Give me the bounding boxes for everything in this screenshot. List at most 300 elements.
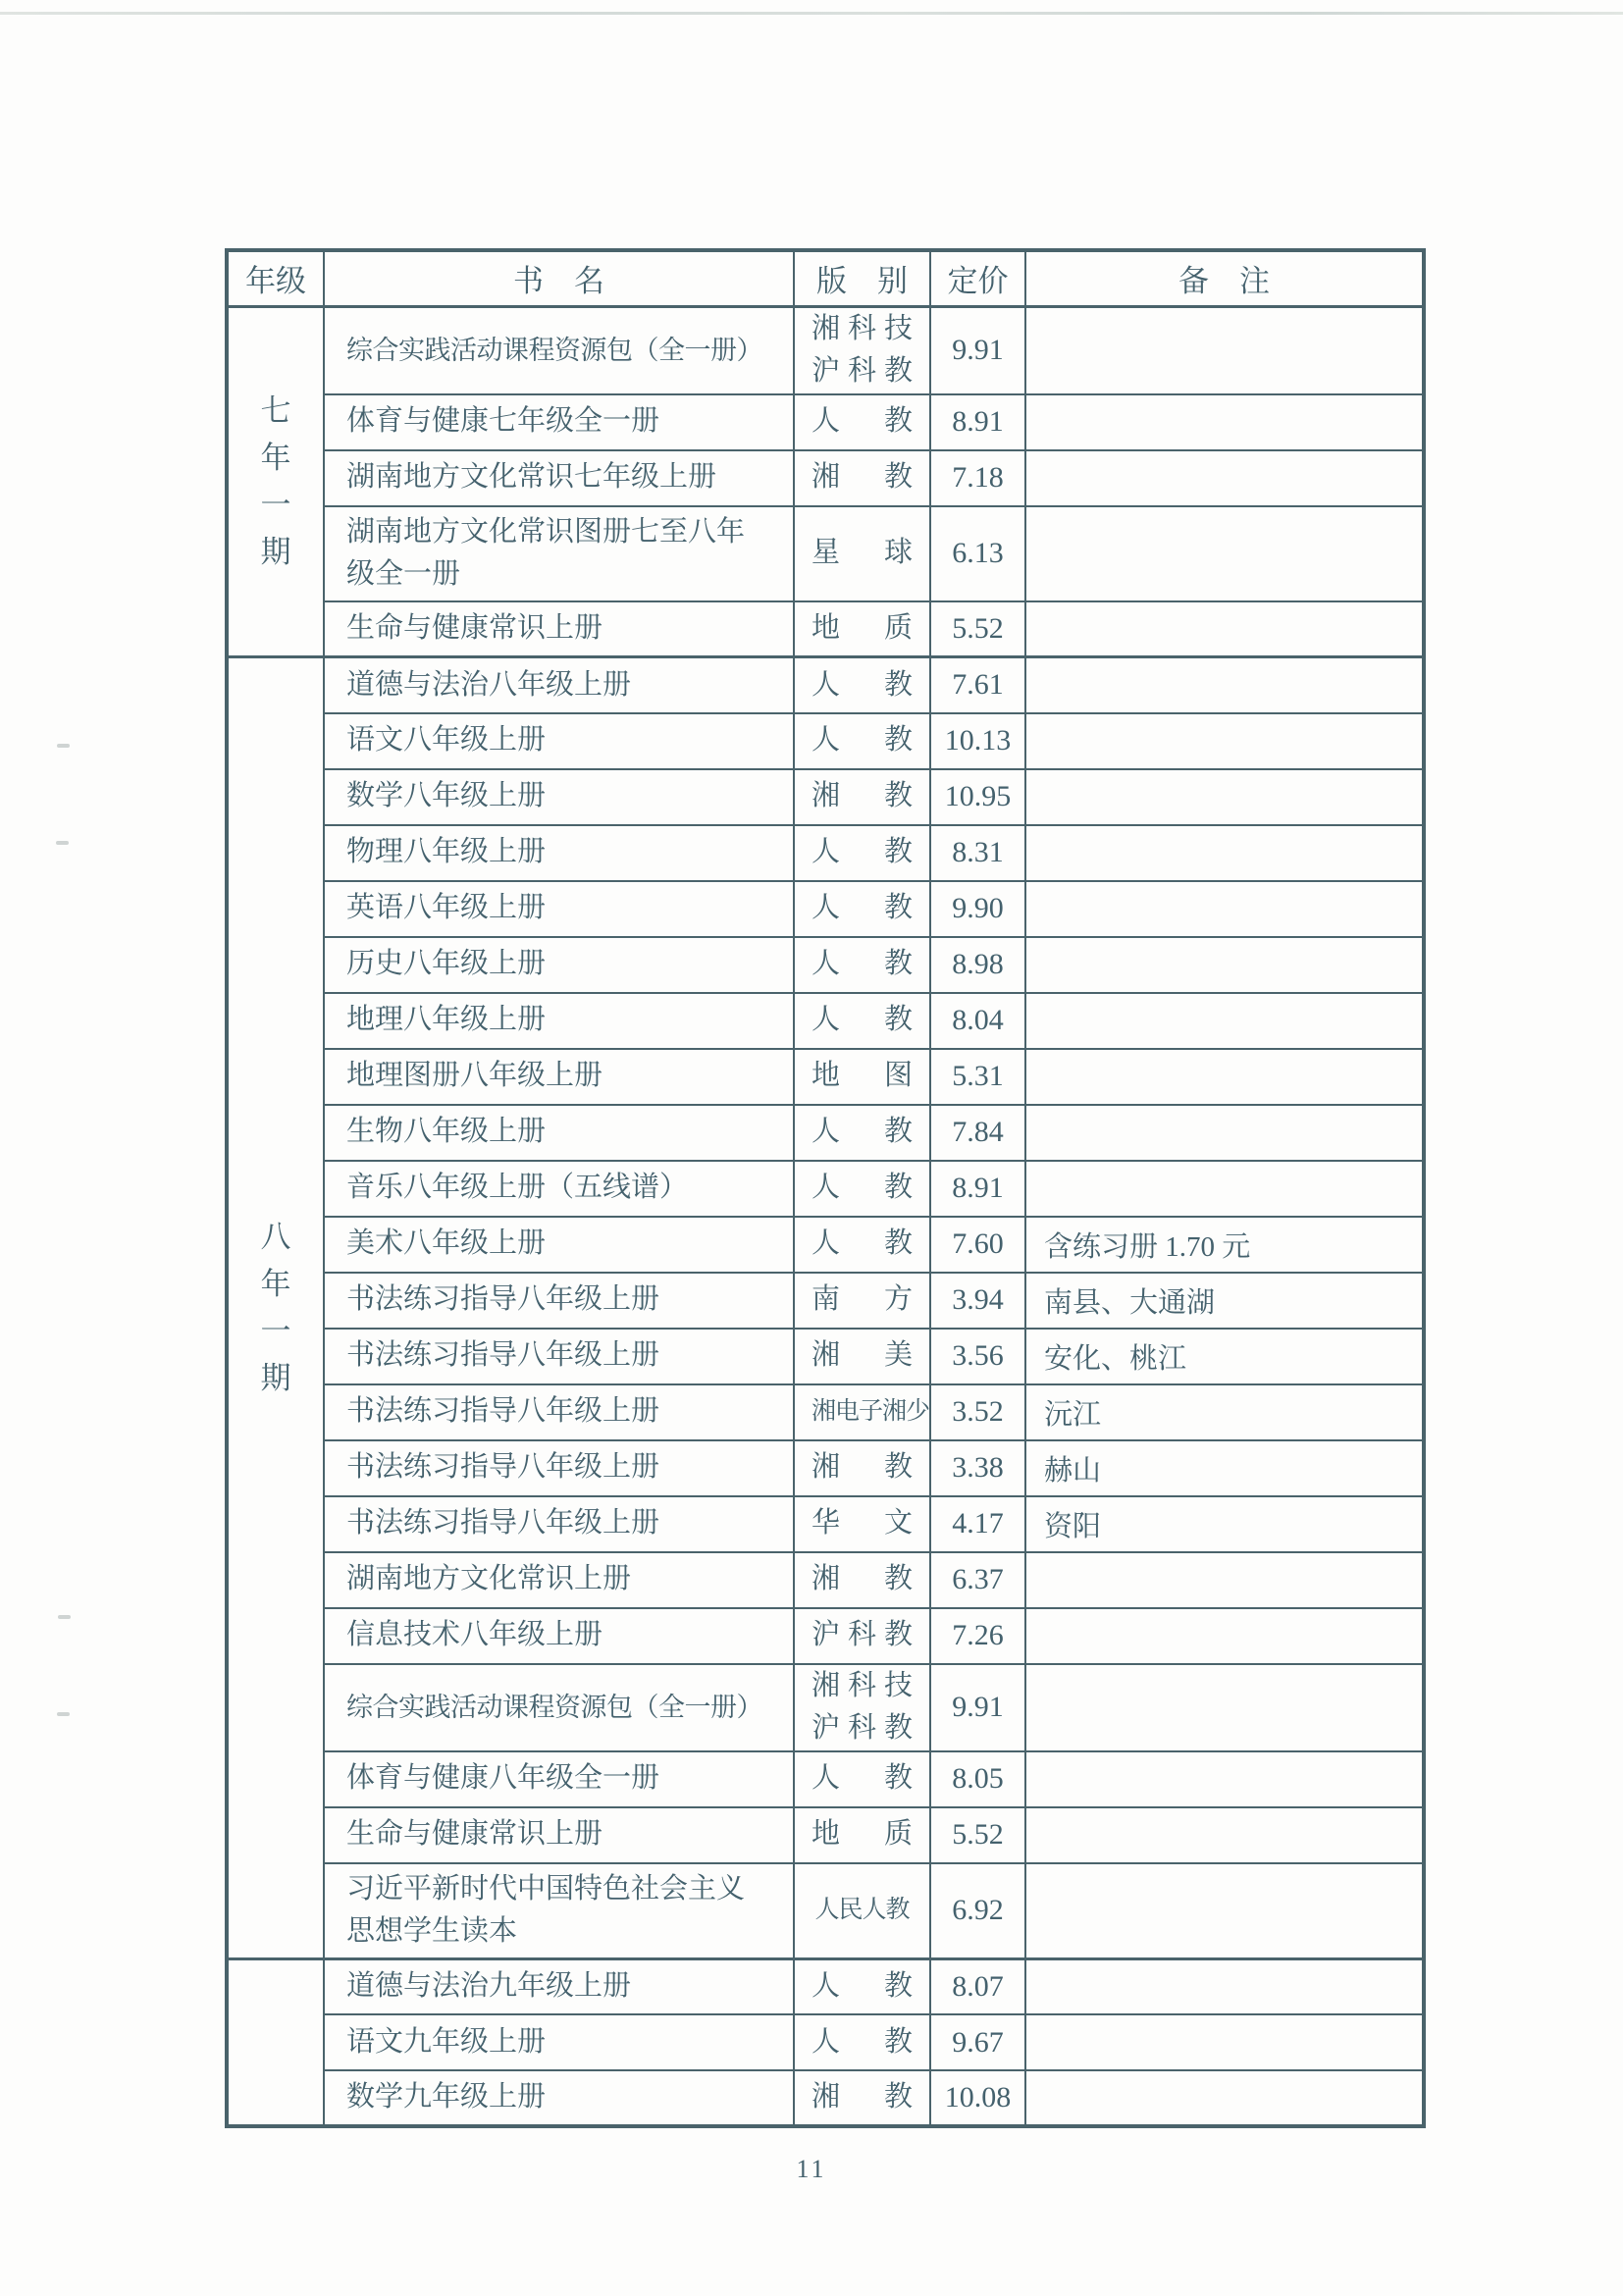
- publisher-char: 湘: [812, 1669, 841, 1701]
- note-cell: 含练习册 1.70 元: [1025, 1217, 1424, 1273]
- publisher-cell: [794, 881, 930, 937]
- book-title: 美术八年级上册: [346, 1227, 547, 1260]
- note-cell: [1025, 1552, 1424, 1608]
- publisher-char: 教: [883, 1116, 913, 1148]
- book-title: 湖南地方文化常识图册七至八年级全一册: [346, 515, 746, 590]
- publisher-char: 人: [812, 1172, 841, 1204]
- book-title: 数学九年级上册: [346, 2081, 547, 2113]
- publisher-name: [812, 2076, 913, 2119]
- publisher-name: [812, 999, 913, 1042]
- price-cell: 7.60: [930, 1217, 1025, 1273]
- note-cell: [1025, 394, 1424, 450]
- note-cell: [1025, 1958, 1424, 2014]
- book-cell: [324, 306, 794, 394]
- book-cell: [324, 394, 794, 450]
- book-title: 历史八年级上册: [346, 948, 547, 980]
- note-cell: [1025, 450, 1424, 506]
- publisher-char: 科: [847, 312, 876, 344]
- table-row: [227, 1751, 1424, 1807]
- publisher-char: 沪: [812, 1619, 841, 1651]
- table-row: [227, 825, 1424, 881]
- publisher-cell: [794, 1807, 930, 1863]
- book-title: 语文八年级上册: [346, 724, 547, 757]
- publisher-cell: [794, 306, 930, 394]
- publisher-name: [812, 719, 913, 762]
- table-row: [227, 2014, 1424, 2070]
- publisher-name: [812, 1965, 913, 2009]
- note-cell: [1025, 1049, 1424, 1105]
- price-cell: 10.13: [930, 713, 1025, 769]
- price-cell: 9.91: [930, 1664, 1025, 1751]
- publisher-char: 文: [883, 1507, 913, 1539]
- note-cell: [1025, 1105, 1424, 1161]
- publisher-cell: [794, 1105, 930, 1161]
- book-cell: [324, 1161, 794, 1217]
- publisher-cell: [794, 1440, 930, 1496]
- publisher-cell: [794, 1049, 930, 1105]
- price-cell: 10.08: [930, 2070, 1025, 2126]
- book-cell: [324, 713, 794, 769]
- publisher-char: 教: [883, 668, 913, 701]
- publisher-name: [812, 1502, 913, 1545]
- price-cell: 10.95: [930, 769, 1025, 825]
- book-title: 书法练习指导八年级上册: [346, 1283, 660, 1316]
- publisher-char: 教: [883, 724, 913, 757]
- publisher-char: 星: [812, 537, 841, 569]
- publisher-cell: [794, 1273, 930, 1329]
- publisher-char: 沪: [812, 355, 841, 387]
- table-row: [227, 1863, 1424, 1959]
- publisher-name: [812, 1665, 913, 1708]
- note-cell: [1025, 2070, 1424, 2126]
- book-cell: [324, 1664, 794, 1751]
- note-cell: [1025, 601, 1424, 657]
- book-cell: [324, 1105, 794, 1161]
- book-cell: [324, 1496, 794, 1552]
- header-grade: 年级: [227, 250, 324, 306]
- grade-cell: [227, 306, 324, 657]
- publisher-name: [812, 400, 913, 444]
- publisher-char: 科: [847, 1669, 876, 1701]
- book-title: 书法练习指导八年级上册: [346, 1451, 660, 1484]
- price-cell: 7.61: [930, 657, 1025, 713]
- price-cell: 8.31: [930, 825, 1025, 881]
- price-cell: 3.52: [930, 1384, 1025, 1440]
- table-row: [227, 506, 1424, 601]
- note-cell: [1025, 937, 1424, 993]
- publisher-char: 人: [812, 2025, 841, 2058]
- price-cell: 9.91: [930, 306, 1025, 394]
- table-row: [227, 601, 1424, 657]
- note-cell: 安化、桃江: [1025, 1329, 1424, 1384]
- book-cell: [324, 993, 794, 1049]
- table-row: [227, 2070, 1424, 2126]
- publisher-name: [812, 1278, 913, 1322]
- publisher-cell: [794, 1608, 930, 1664]
- table-row: [227, 1049, 1424, 1105]
- book-cell: [324, 450, 794, 506]
- price-cell: 4.17: [930, 1496, 1025, 1552]
- publisher-char: 球: [883, 537, 913, 569]
- publisher-char: 技: [883, 312, 913, 344]
- price-cell: 7.84: [930, 1105, 1025, 1161]
- publisher-cell: [794, 825, 930, 881]
- publisher-char: 教: [883, 355, 913, 387]
- publisher-name: [812, 607, 913, 651]
- publisher-name: [812, 456, 913, 499]
- note-cell: [1025, 306, 1424, 394]
- grade-label: [229, 1221, 323, 1395]
- book-cell: [324, 769, 794, 825]
- publisher-char: 教: [883, 1762, 913, 1795]
- publisher-char: 人: [812, 1970, 841, 2002]
- scan-artifact-line: [0, 12, 1623, 15]
- publisher-char: 人: [812, 836, 841, 868]
- publisher-char: 湘: [812, 1563, 841, 1595]
- publisher-char: 地: [812, 612, 841, 644]
- table-row: [227, 1440, 1424, 1496]
- grade-label-char: 七: [260, 392, 291, 428]
- table-row: [227, 1664, 1424, 1751]
- header-publisher: 版 别: [794, 250, 930, 306]
- table-row: [227, 937, 1424, 993]
- publisher-cell: [794, 601, 930, 657]
- book-title: 地理图册八年级上册: [346, 1060, 603, 1092]
- table-row: [227, 1329, 1424, 1384]
- table-row: [227, 1608, 1424, 1664]
- publisher-name: [812, 943, 913, 986]
- table-row: [227, 769, 1424, 825]
- publisher-char: 技: [883, 1669, 913, 1701]
- publisher-char: 方: [883, 1283, 913, 1316]
- grade-label-char: 一: [260, 487, 291, 522]
- book-cell: [324, 1863, 794, 1959]
- note-cell: 南县、大通湖: [1025, 1273, 1424, 1329]
- publisher-char: 教: [883, 1619, 913, 1651]
- publisher-char: 教: [883, 1970, 913, 2002]
- publisher-char: 教: [883, 2025, 913, 2058]
- publisher-name: [812, 1707, 913, 1750]
- publisher-name: 人民人教: [814, 1897, 910, 1924]
- publisher-cell: [794, 506, 930, 601]
- grade-cell: [227, 1958, 324, 2126]
- publisher-name: [812, 775, 913, 818]
- publisher-cell: [794, 657, 930, 713]
- price-cell: 8.91: [930, 394, 1025, 450]
- book-cell: [324, 1329, 794, 1384]
- publisher-char: 科: [847, 1619, 876, 1651]
- table-row: [227, 993, 1424, 1049]
- book-title: 湖南地方文化常识七年级上册: [346, 461, 717, 494]
- book-title: 体育与健康八年级全一册: [346, 1762, 660, 1795]
- book-title: 地理八年级上册: [346, 1004, 547, 1036]
- book-cell: [324, 657, 794, 713]
- publisher-char: 教: [883, 780, 913, 812]
- publisher-name: [812, 1757, 913, 1800]
- note-cell: 赫山: [1025, 1440, 1424, 1496]
- note-cell: [1025, 769, 1424, 825]
- book-title: 习近平新时代中国特色社会主义思想学生读本: [346, 1872, 746, 1947]
- header-book-name: 书 名: [324, 250, 794, 306]
- note-cell: [1025, 881, 1424, 937]
- publisher-char: 教: [883, 836, 913, 868]
- publisher-name: [812, 1446, 913, 1489]
- price-cell: 6.37: [930, 1552, 1025, 1608]
- scan-artifact-dash: [58, 1615, 71, 1619]
- grade-label-char: 期: [260, 534, 291, 569]
- publisher-char: 人: [812, 1116, 841, 1148]
- scan-artifact-dash: [57, 744, 70, 748]
- book-cell: [324, 1440, 794, 1496]
- book-title: 书法练习指导八年级上册: [346, 1507, 660, 1539]
- book-cell: [324, 2070, 794, 2126]
- publisher-char: 人: [812, 1762, 841, 1795]
- note-cell: [1025, 1161, 1424, 1217]
- scan-artifact-dash: [56, 841, 69, 845]
- book-cell: [324, 1273, 794, 1329]
- publisher-char: 教: [883, 1172, 913, 1204]
- publisher-cell: [794, 769, 930, 825]
- publisher-char: 教: [883, 1004, 913, 1036]
- book-title: 道德与法治八年级上册: [346, 668, 632, 701]
- grade-label: [229, 394, 323, 569]
- publisher-cell: [794, 2070, 930, 2126]
- publisher-name: [812, 2021, 913, 2064]
- price-cell: 8.04: [930, 993, 1025, 1049]
- publisher-char: 质: [883, 1818, 913, 1851]
- book-title: 湖南地方文化常识上册: [346, 1563, 632, 1595]
- price-cell: 6.92: [930, 1863, 1025, 1959]
- publisher-cell: [794, 1664, 930, 1751]
- grade-label-char: 年: [260, 1266, 291, 1301]
- price-cell: 6.13: [930, 506, 1025, 601]
- price-cell: 5.52: [930, 1807, 1025, 1863]
- publisher-char: 湘: [812, 461, 841, 494]
- publisher-cell: [794, 450, 930, 506]
- price-cell: 3.94: [930, 1273, 1025, 1329]
- publisher-cell: [794, 394, 930, 450]
- book-cell: [324, 1807, 794, 1863]
- publisher-char: 教: [883, 892, 913, 924]
- publisher-char: 人: [812, 724, 841, 757]
- publisher-name: [812, 1558, 913, 1601]
- table-row: [227, 306, 1424, 394]
- price-cell: 8.98: [930, 937, 1025, 993]
- publisher-char: 教: [883, 948, 913, 980]
- publisher-char: 人: [812, 405, 841, 438]
- price-cell: 8.07: [930, 1958, 1025, 2014]
- grade-label-char: 一: [260, 1313, 291, 1348]
- publisher-cell: [794, 1552, 930, 1608]
- note-cell: [1025, 657, 1424, 713]
- book-title: 书法练习指导八年级上册: [346, 1395, 660, 1428]
- price-cell: 5.31: [930, 1049, 1025, 1105]
- publisher-cell: [794, 993, 930, 1049]
- publisher-name: [812, 1055, 913, 1098]
- note-cell: [1025, 1807, 1424, 1863]
- publisher-cell: [794, 1863, 930, 1959]
- grade-cell: [227, 657, 324, 1959]
- note-cell: [1025, 1664, 1424, 1751]
- book-title: 综合实践活动课程资源包（全一册）: [346, 1692, 762, 1722]
- publisher-char: 人: [812, 948, 841, 980]
- publisher-name: [812, 1813, 913, 1856]
- publisher-char: 图: [883, 1060, 913, 1092]
- publisher-char: 教: [883, 1227, 913, 1260]
- publisher-name: [812, 1223, 913, 1266]
- publisher-char: 教: [883, 1712, 913, 1744]
- table-row: [227, 657, 1424, 713]
- publisher-cell: [794, 1958, 930, 2014]
- book-title: 数学八年级上册: [346, 780, 547, 812]
- book-cell: [324, 2014, 794, 2070]
- publisher-char: 教: [883, 1563, 913, 1595]
- publisher-char: 美: [883, 1339, 913, 1372]
- textbook-price-table: [225, 248, 1426, 2128]
- publisher-cell: [794, 713, 930, 769]
- table-row: [227, 450, 1424, 506]
- table-row: [227, 1217, 1424, 1273]
- publisher-char: 人: [812, 1004, 841, 1036]
- publisher-cell: [794, 1329, 930, 1384]
- table-row: [227, 394, 1424, 450]
- book-cell: [324, 1552, 794, 1608]
- note-cell: [1025, 993, 1424, 1049]
- grade-label-char: 期: [260, 1360, 291, 1395]
- publisher-char: 人: [812, 1227, 841, 1260]
- table-row: [227, 1161, 1424, 1217]
- table-row: [227, 1105, 1424, 1161]
- table-row: [227, 1552, 1424, 1608]
- header-note: 备 注: [1025, 250, 1424, 306]
- note-cell: 资阳: [1025, 1496, 1424, 1552]
- price-cell: 3.38: [930, 1440, 1025, 1496]
- publisher-char: 地: [812, 1818, 841, 1851]
- publisher-name: [812, 1614, 913, 1657]
- publisher-cell: [794, 2014, 930, 2070]
- publisher-char: 教: [883, 405, 913, 438]
- book-cell: [324, 1751, 794, 1807]
- publisher-name: 湘电子湘少: [812, 1398, 930, 1426]
- price-cell: 7.18: [930, 450, 1025, 506]
- book-cell: [324, 506, 794, 601]
- book-title: 音乐八年级上册（五线谱）: [346, 1172, 689, 1204]
- publisher-char: 地: [812, 1060, 841, 1092]
- table-row: [227, 1384, 1424, 1440]
- table-row: [227, 1807, 1424, 1863]
- publisher-cell: [794, 1161, 930, 1217]
- page-number: 11: [796, 2155, 827, 2183]
- price-cell: 3.56: [930, 1329, 1025, 1384]
- book-cell: [324, 937, 794, 993]
- publisher-name: [812, 664, 913, 707]
- publisher-char: 人: [812, 892, 841, 924]
- publisher-cell: [794, 1384, 930, 1440]
- price-cell: 8.05: [930, 1751, 1025, 1807]
- publisher-char: 人: [812, 668, 841, 701]
- book-title: 体育与健康七年级全一册: [346, 405, 660, 438]
- note-cell: [1025, 506, 1424, 601]
- book-title: 道德与法治九年级上册: [346, 1970, 632, 2002]
- header-price: 定价: [930, 250, 1025, 306]
- note-cell: 沅江: [1025, 1384, 1424, 1440]
- book-cell: [324, 1049, 794, 1105]
- publisher-name: [812, 350, 913, 393]
- book-title: 生命与健康常识上册: [346, 1818, 603, 1851]
- book-cell: [324, 601, 794, 657]
- publisher-name: [812, 1334, 913, 1378]
- publisher-char: 质: [883, 612, 913, 644]
- grade-label-char: 年: [260, 440, 291, 475]
- price-cell: 9.67: [930, 2014, 1025, 2070]
- publisher-name: [812, 887, 913, 930]
- note-cell: [1025, 825, 1424, 881]
- publisher-char: 南: [812, 1283, 841, 1316]
- publisher-char: 湘: [812, 780, 841, 812]
- book-cell: [324, 1958, 794, 2014]
- book-cell: [324, 1608, 794, 1664]
- publisher-char: 湘: [812, 312, 841, 344]
- note-cell: [1025, 1863, 1424, 1959]
- price-cell: 9.90: [930, 881, 1025, 937]
- price-cell: 5.52: [930, 601, 1025, 657]
- publisher-char: 湘: [812, 2081, 841, 2113]
- publisher-char: 沪: [812, 1712, 841, 1744]
- publisher-cell: [794, 1751, 930, 1807]
- scan-artifact-dash: [57, 1712, 70, 1716]
- publisher-name: [812, 1167, 913, 1210]
- book-title: 英语八年级上册: [346, 892, 547, 924]
- publisher-char: 教: [883, 1451, 913, 1484]
- publisher-cell: [794, 937, 930, 993]
- book-cell: [324, 1217, 794, 1273]
- book-title: 物理八年级上册: [346, 836, 547, 868]
- publisher-char: 教: [883, 2081, 913, 2113]
- book-title: 综合实践活动课程资源包（全一册）: [346, 335, 762, 365]
- publisher-name: [812, 1111, 913, 1154]
- book-cell: [324, 1384, 794, 1440]
- book-title: 语文九年级上册: [346, 2025, 547, 2058]
- grade-label-char: 八: [260, 1219, 291, 1254]
- publisher-char: 湘: [812, 1451, 841, 1484]
- book-title: 信息技术八年级上册: [346, 1619, 603, 1651]
- book-cell: [324, 881, 794, 937]
- publisher-name: [812, 532, 913, 575]
- book-title: 生物八年级上册: [346, 1116, 547, 1148]
- publisher-char: 湘: [812, 1339, 841, 1372]
- price-cell: 8.91: [930, 1161, 1025, 1217]
- publisher-char: 科: [847, 355, 876, 387]
- publisher-char: 教: [883, 461, 913, 494]
- publisher-name: [812, 308, 913, 351]
- note-cell: [1025, 1608, 1424, 1664]
- note-cell: [1025, 713, 1424, 769]
- book-cell: [324, 825, 794, 881]
- note-cell: [1025, 2014, 1424, 2070]
- publisher-cell: [794, 1496, 930, 1552]
- publisher-name: [812, 831, 913, 874]
- note-cell: [1025, 1751, 1424, 1807]
- table-row: [227, 713, 1424, 769]
- publisher-char: 华: [812, 1507, 841, 1539]
- table-row: [227, 1496, 1424, 1552]
- table-body: [227, 306, 1424, 2126]
- publisher-cell: [794, 1217, 930, 1273]
- book-title: 书法练习指导八年级上册: [346, 1339, 660, 1372]
- table-header-row: [227, 250, 1424, 306]
- price-cell: 7.26: [930, 1608, 1025, 1664]
- publisher-char: 科: [847, 1712, 876, 1744]
